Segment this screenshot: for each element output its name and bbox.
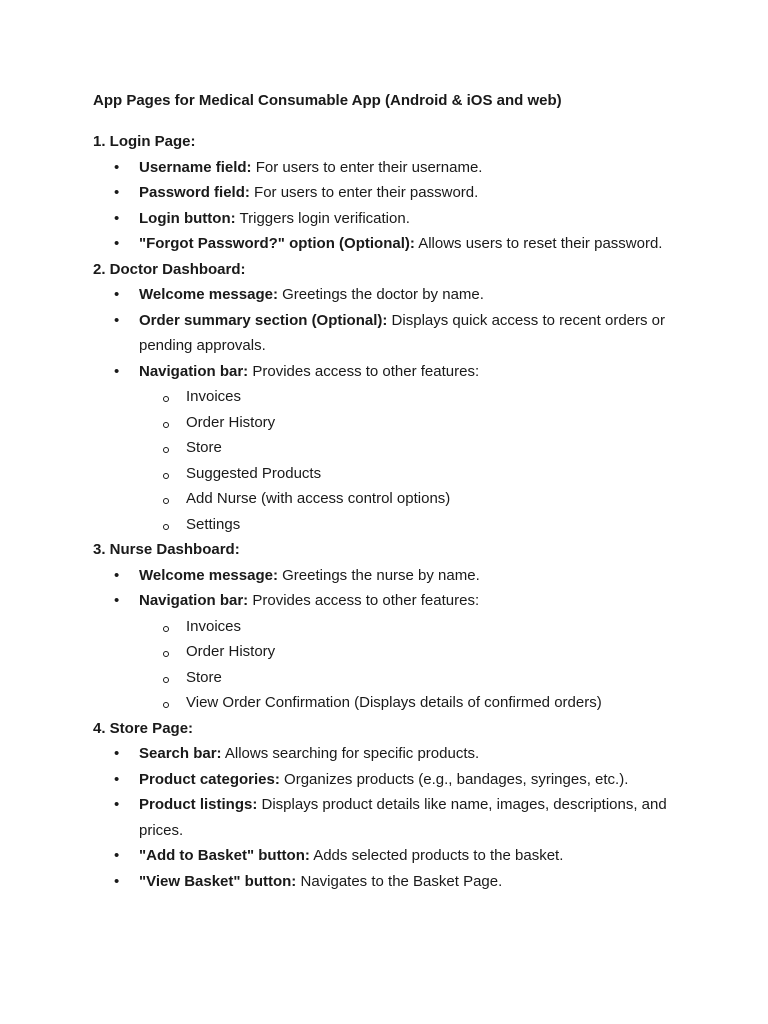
list-item <box>93 231 693 257</box>
item-description: Allows users to reset their password. <box>414 235 663 252</box>
circle-bullet-icon <box>163 702 169 708</box>
section-heading: 4. Store Page: <box>93 719 194 737</box>
item-term: Navigation bar: <box>139 362 249 380</box>
section-login-page <box>93 129 693 257</box>
bullet-list <box>93 155 693 257</box>
sub-list-item <box>139 665 693 691</box>
sub-list-item <box>139 639 693 665</box>
list-item <box>93 741 693 767</box>
circle-bullet-icon <box>163 473 169 479</box>
sub-item-label: Order History <box>186 413 276 431</box>
list-item <box>93 563 693 589</box>
bullet-icon: • <box>114 158 120 176</box>
bullet-icon: • <box>114 362 120 380</box>
circle-bullet-icon <box>163 422 169 428</box>
item-term: Navigation bar: <box>139 592 249 609</box>
item-description: Organizes products (e.g., bandages, syringes, etc.). <box>279 770 629 788</box>
sub-item-label: Store <box>186 439 222 456</box>
item-term: Search bar: <box>139 745 222 762</box>
document-title: App Pages for Medical Consumable App (Android & iOS and web) <box>93 92 562 109</box>
item-term: "Add to Basket" button: <box>139 847 310 864</box>
item-term: Product listings: <box>139 796 258 813</box>
sub-list <box>139 614 693 716</box>
sub-item-label: Store <box>186 668 222 686</box>
item-term: Login button: <box>139 209 236 227</box>
item-description: Greetings the doctor by name. <box>277 286 484 303</box>
sub-list-item <box>139 435 693 461</box>
bullet-icon: • <box>114 796 120 813</box>
sub-list-item <box>139 690 693 716</box>
circle-bullet-icon <box>163 651 169 657</box>
item-description: Adds selected products to the basket. <box>309 847 564 864</box>
sub-list-item <box>139 614 693 640</box>
list-item <box>93 767 693 793</box>
list-item <box>93 180 693 206</box>
section-heading: 1. Login Page: <box>93 133 196 150</box>
item-description: Displays quick access to recent orders or pending approvals. <box>139 311 666 354</box>
bullet-list <box>93 741 693 894</box>
sub-list-item <box>139 512 693 538</box>
sub-item-label: Invoices <box>186 388 242 405</box>
bullet-icon: • <box>114 872 120 890</box>
list-item <box>93 155 693 181</box>
bullet-icon: • <box>114 770 120 788</box>
bullet-icon: • <box>114 566 120 584</box>
item-term: Order summary section (Optional): <box>139 311 388 329</box>
bullet-icon: • <box>114 209 120 227</box>
circle-bullet-icon <box>163 447 169 453</box>
document <box>93 90 693 894</box>
item-term: Welcome message: <box>139 566 278 584</box>
item-term: Password field: <box>139 184 250 201</box>
bullet-icon: • <box>114 184 120 201</box>
list-item <box>93 792 693 843</box>
circle-bullet-icon <box>163 524 169 530</box>
item-description: Provides access to other features: <box>248 592 480 609</box>
item-description: Provides access to other features: <box>248 362 480 380</box>
sub-list <box>139 384 693 537</box>
sub-item-label: Settings <box>186 515 241 533</box>
item-description: Allows searching for specific products. <box>221 745 480 762</box>
bullet-icon: • <box>114 235 120 252</box>
item-description: Navigates to the Basket Page. <box>296 872 503 890</box>
list-item <box>93 843 693 869</box>
sub-item-label: View Order Confirmation (Displays details of confirmed orders) <box>186 694 602 711</box>
item-description: Displays product details like name, images, descriptions, and prices. <box>139 796 667 839</box>
bullet-icon: • <box>114 745 120 762</box>
circle-bullet-icon <box>163 396 169 402</box>
sub-item-label: Invoices <box>186 617 242 635</box>
bullet-icon: • <box>114 847 120 864</box>
item-term: Username field: <box>139 158 252 176</box>
list-item <box>93 359 693 538</box>
sub-item-label: Add Nurse (with access control options) <box>186 490 451 507</box>
sub-list-item <box>139 384 693 410</box>
item-description: For users to enter their password. <box>249 184 479 201</box>
item-term: "View Basket" button: <box>139 872 297 890</box>
item-description: Greetings the nurse by name. <box>277 566 480 584</box>
list-item <box>93 206 693 232</box>
section-store-page <box>93 716 693 895</box>
item-term: Product categories: <box>139 770 280 788</box>
bullet-list <box>93 563 693 716</box>
item-term: Welcome message: <box>139 286 278 303</box>
bullet-icon: • <box>114 592 120 609</box>
list-item <box>93 869 693 895</box>
list-item <box>93 308 693 359</box>
bullet-icon: • <box>114 311 120 329</box>
sub-list-item <box>139 486 693 512</box>
circle-bullet-icon <box>163 498 169 504</box>
list-item <box>93 282 693 308</box>
sub-item-label: Order History <box>186 643 276 660</box>
item-description: Triggers login verification. <box>235 209 410 227</box>
section-nurse-dashboard <box>93 537 693 716</box>
bullet-list <box>93 282 693 537</box>
list-item <box>93 588 693 716</box>
section-doctor-dashboard <box>93 257 693 538</box>
circle-bullet-icon <box>163 626 169 632</box>
sub-list-item <box>139 410 693 436</box>
section-heading: 3. Nurse Dashboard: <box>93 541 240 558</box>
circle-bullet-icon <box>163 677 169 683</box>
bullet-icon: • <box>114 286 120 303</box>
item-description: For users to enter their username. <box>251 158 483 176</box>
sub-item-label: Suggested Products <box>186 464 322 482</box>
sub-list-item <box>139 461 693 487</box>
item-term: "Forgot Password?" option (Optional): <box>139 235 415 252</box>
section-heading: 2. Doctor Dashboard: <box>93 260 246 278</box>
